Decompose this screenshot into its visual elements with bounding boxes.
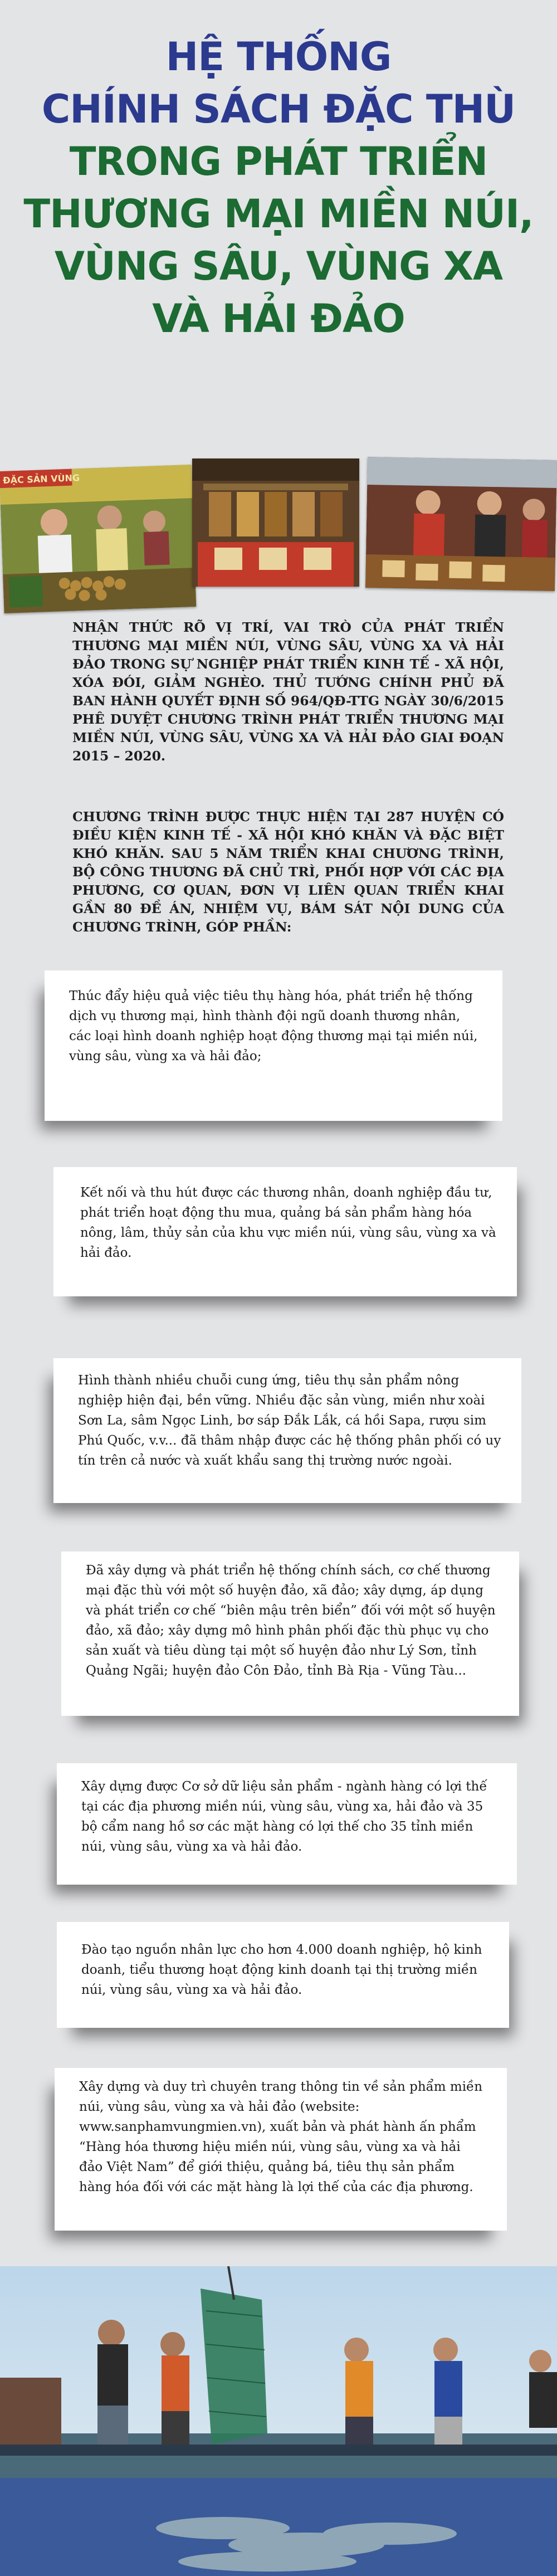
stall-products-photo <box>192 458 359 587</box>
achievement-text: Xây dựng được Cơ sở dữ liệu sản phẩm - ngành hàng có lợi thế tại các địa phương miền núi, vùng sâu, vùng xa, hải đảo và 35 bộ cẩm nang hồ sơ các mặt hàng có lợi thế cho 35 tỉnh miền núi, vùng sâu, vùng xa và hải đảo. <box>81 1779 487 1854</box>
vendors-photo <box>365 457 557 591</box>
title-line-6: VÀ HẢI ĐẢO <box>152 296 405 341</box>
achievement-card-3 <box>53 1358 521 1503</box>
page-title <box>0 31 557 345</box>
achievement-text: Xây dựng và duy trì chuyên trang thông tin về sản phẩm miền núi, vùng sâu, vùng xa và hải đảo (website: www.sanphamvungmien.vn), xuất bản và phát hành ấn phẩm “Hàng hóa thương hiệu miền núi, vùng sâu, vùng xa và hải đảo Việt Nam” để giới thiệu, quảng bá, tiêu thụ sản phẩm hàng hóa đối với các mặt hàng là lợi thế của các địa phương. <box>79 2080 483 2194</box>
title-line-1: HỆ THỐNG <box>165 34 392 80</box>
title-line-2: CHÍNH SÁCH ĐẶC THÙ <box>41 86 516 132</box>
title-line-5: VÙNG SÂU, VÙNG XA <box>54 243 503 289</box>
achievement-text: Hình thành nhiều chuỗi cung ứng, tiêu thụ sản phẩm nông nghiệp hiện đại, bền vững. Nhiều đặc sản vùng, miền như xoài Sơn La, sâm Ngọc Linh, bơ sáp Đắk Lắk, cá hồi Sapa, rượu sim Phú Quốc, v.v... đã thâm nhập được các hệ thống phân phối có uy tín trên cả nước và xuất khẩu sang thị trường nước ngoài. <box>78 1373 501 1468</box>
title-line-4: THƯƠNG MẠI MIỀN NÚI, <box>23 191 534 237</box>
achievement-text: Thúc đẩy hiệu quả việc tiêu thụ hàng hóa, phát triển hệ thống dịch vụ thương mại, hình thành đội ngũ doanh thương nhân, các loại hình doanh nghiệp hoạt động thương mại tại miền núi, vùng sâu, vùng xa và hải đảo; <box>69 989 478 1063</box>
intro-paragraph-2: CHƯƠNG TRÌNH ĐƯỢC THỰC HIỆN TẠI 287 HUYỆN CÓ ĐIỀU KIỆN KINH TẾ - XÃ HỘI KHÓ KHĂN VÀ ĐẶC BIỆT KHÓ KHĂN. SAU 5 NĂM TRIỂN KHAI CHƯƠNG TRÌNH, BỘ CÔNG THƯƠNG ĐÃ CHỦ TRÌ, PHỐI HỢP VỚI CÁC ĐỊA PHƯƠNG, CƠ QUAN, ĐƠN VỊ LIÊN QUAN TRIỂN KHAI GẦN 80 ĐỀ ÁN, NHIỆM VỤ, BÁM SÁT NỘI DUNG CỦA CHƯƠNG TRÌNH, GÓP PHẦN: <box>72 809 504 935</box>
market-stall-photo <box>0 465 196 613</box>
achievement-card-7 <box>55 2068 507 2231</box>
achievement-text: Đã xây dựng và phát triển hệ thống chính sách, cơ chế thương mại đặc thù với một số huyện đảo, xã đảo; xây dựng, áp dụng và phát triển cơ chế “biên mậu trên biển” đối với một số huyện đảo, xã đảo; xây dựng mô hình phân phối đặc thù phục vụ cho sản xuất và tiêu dùng tại một số huyện đảo như Lý Sơn, tỉnh Quảng Ngãi; huyện đảo Côn Đảo, tỉnh Bà Rịa - Vũng Tàu... <box>86 1563 496 1678</box>
achievement-card-6 <box>57 1922 509 2028</box>
achievement-card-5 <box>57 1763 517 1885</box>
intro-paragraph-1: NHẬN THỨC RÕ VỊ TRÍ, VAI TRÒ CỦA PHÁT TRIỂN THƯƠNG MẠI MIỀN NÚI, VÙNG SÂU, VÙNG XA VÀ HẢI ĐẢO TRONG SỰ NGHIỆP PHÁT TRIỂN KINH TẾ - XÃ HỘI, XÓA ĐÓI, GIẢM NGHÈO. THỦ TƯỚNG CHÍNH PHỦ ĐÃ BAN HÀNH QUYẾT ĐỊNH SỐ 964/QĐ-TTG NGÀY 30/6/2015 PHÊ DUYỆT CHƯƠNG TRÌNH PHÁT TRIỂN THƯƠNG MẠI MIỀN NÚI, VÙNG SÂU, VÙNG XA VÀ HẢI ĐẢO GIAI ĐOẠN 2015 – 2020. <box>72 619 504 764</box>
achievement-card-4 <box>61 1552 519 1716</box>
photo-strip <box>0 456 557 617</box>
achievement-card-2 <box>53 1167 517 1296</box>
stall-sign-text: ĐẶC SẢN VÙNG <box>2 472 80 486</box>
achievement-text: Đào tạo nguồn nhân lực cho hơn 4.000 doanh nghiệp, hộ kinh doanh, tiểu thương hoạt động kinh doanh tại thị trường miền núi, vùng sâu, vùng xa và hải đảo. <box>81 1943 482 1997</box>
fishermen-photo <box>0 2266 557 2576</box>
achievement-card-1 <box>45 970 502 1121</box>
title-line-3: TRONG PHÁT TRIỂN <box>69 139 488 184</box>
achievement-text: Kết nối và thu hút được các thương nhân, doanh nghiệp đầu tư, phát triển hoạt động thu mua, quảng bá sản phẩm hàng hóa nông, lâm, thủy sản của khu vực miền núi, vùng sâu, vùng xa và hải đảo. <box>80 1185 496 1260</box>
